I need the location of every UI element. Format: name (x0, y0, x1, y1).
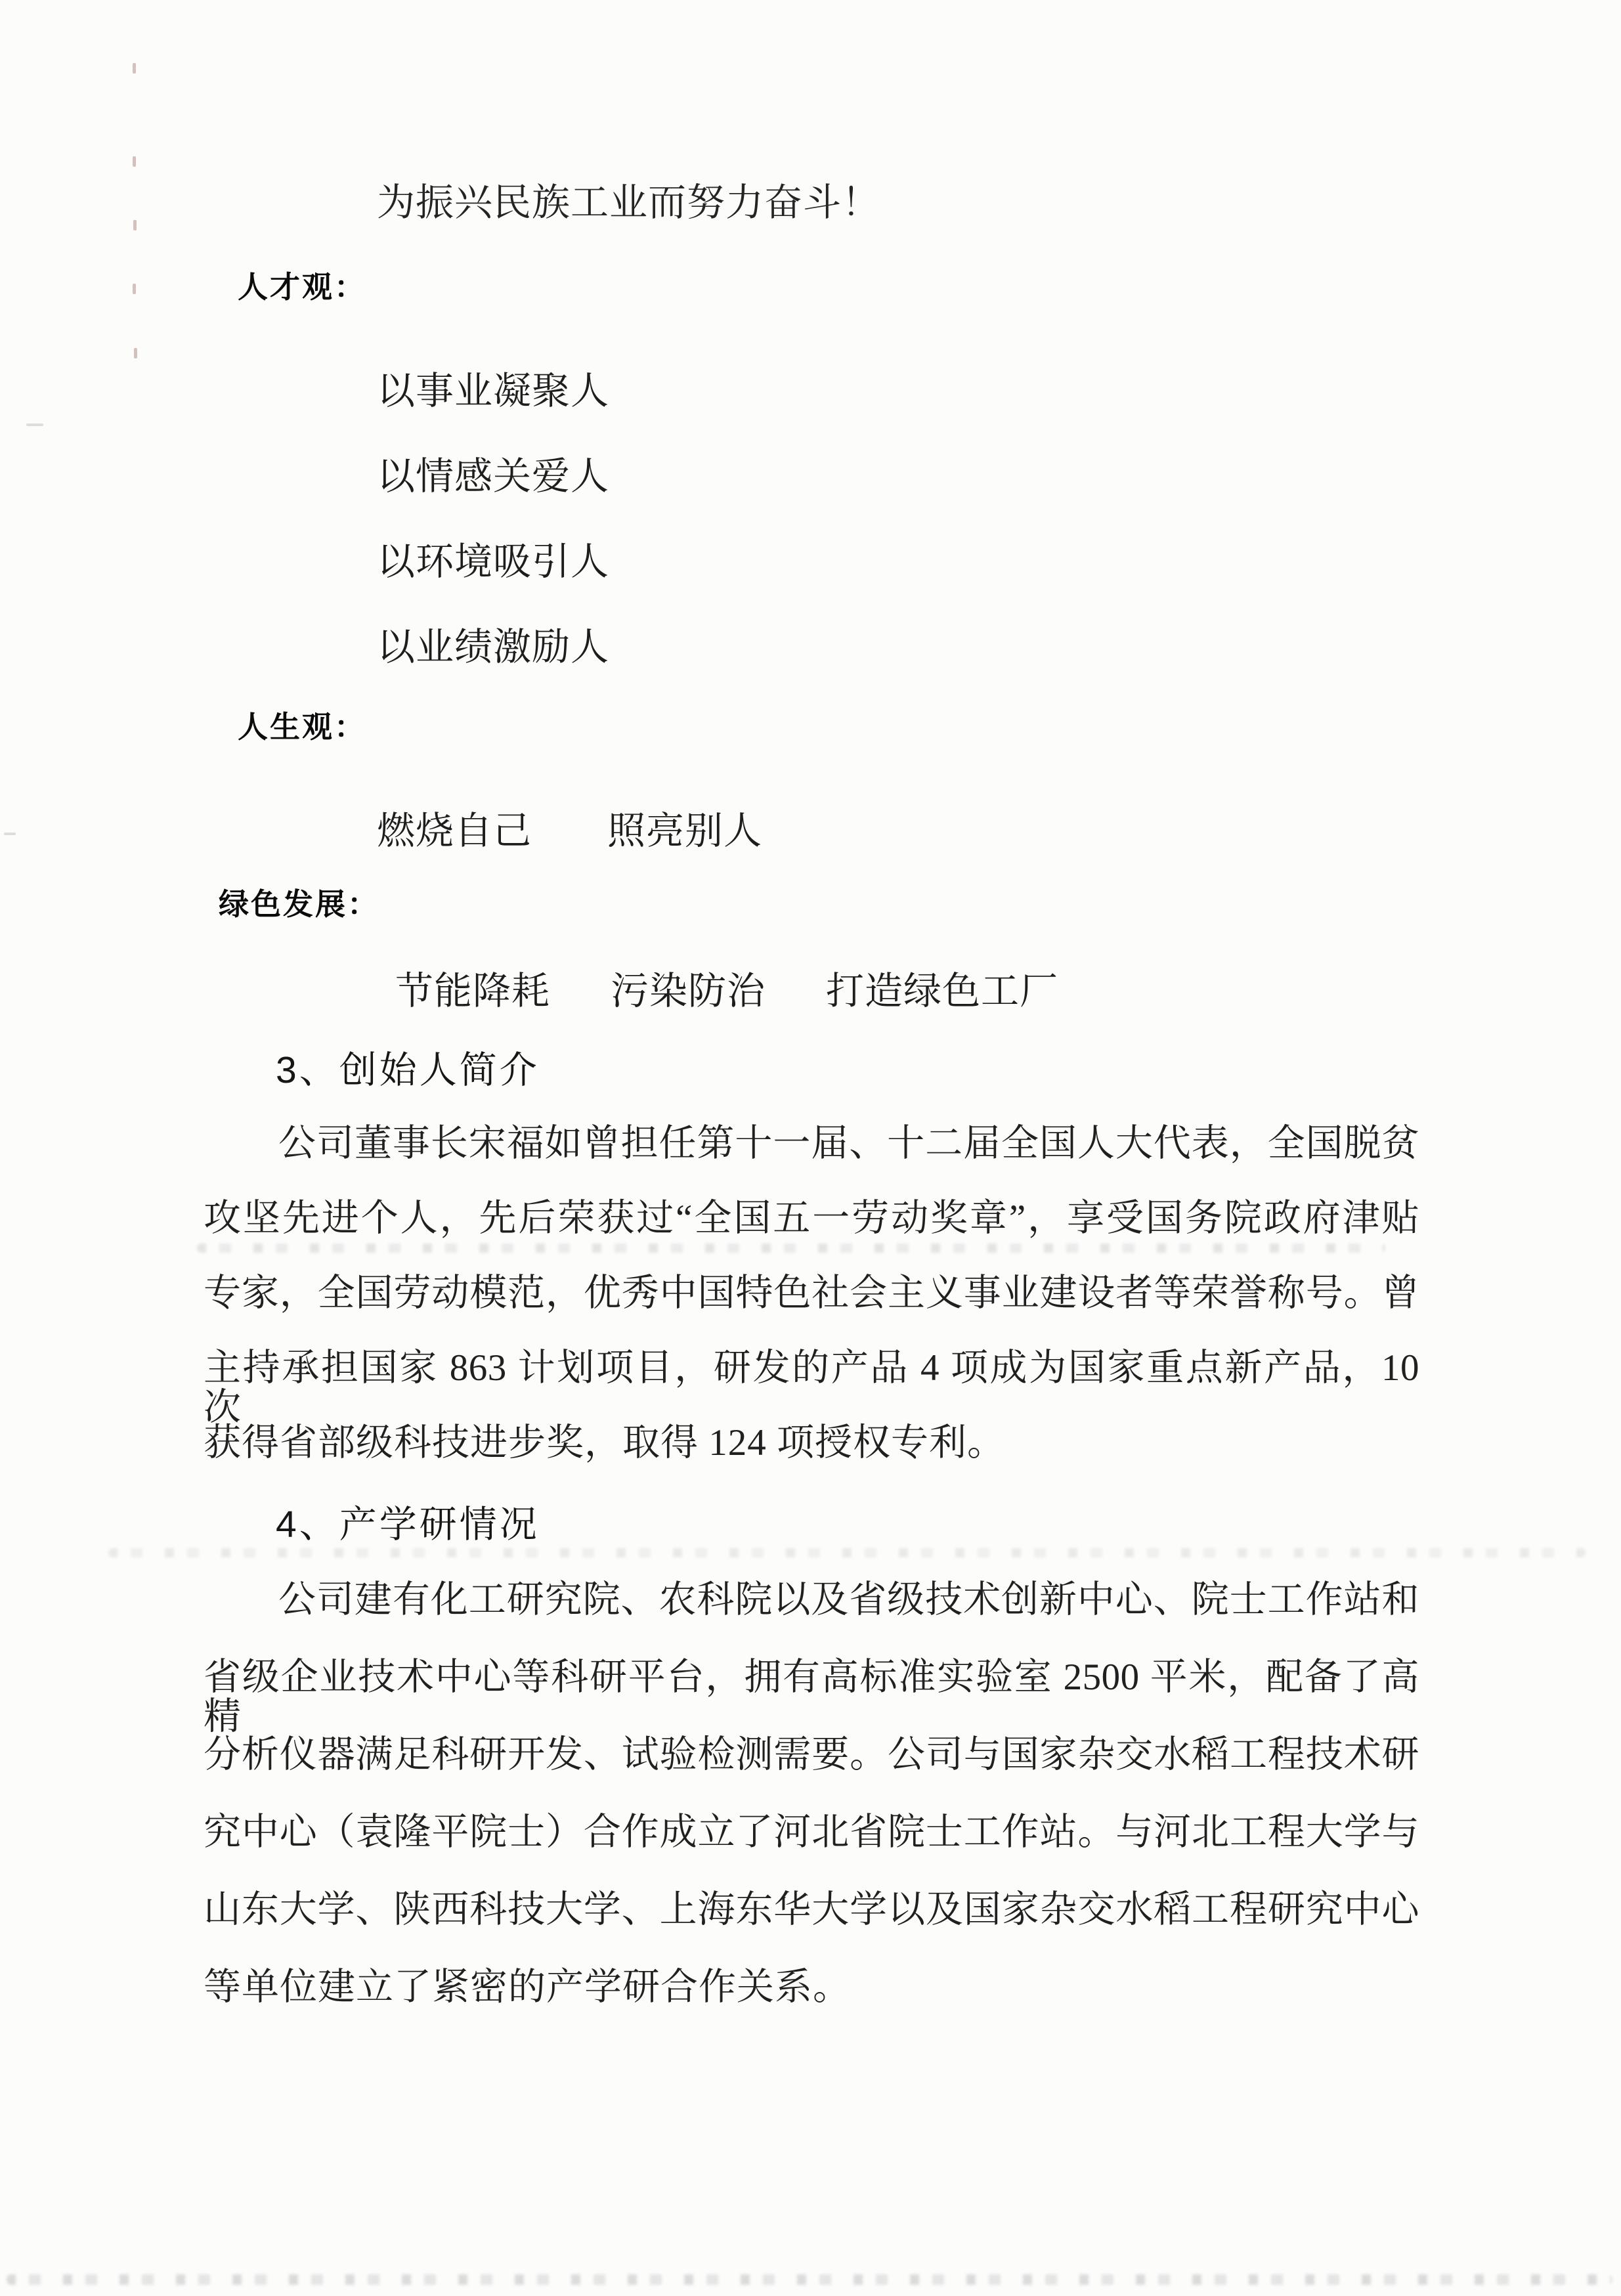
founder-paragraph-line: 攻坚先进个人，先后荣获过“全国五一劳动奖章”，享受国务院政府津贴 (204, 1198, 1419, 1239)
bleedthrough-artifact (197, 1244, 1385, 1253)
talent-item: 以情感关爱人 (377, 455, 610, 498)
talent-heading: 人才观： (238, 270, 366, 304)
life-phrases-row (377, 800, 762, 855)
research-paragraph-line: 等单位建立了紧密的产学研合作关系。 (204, 1966, 851, 2008)
scan-speck (4, 833, 16, 835)
research-paragraph-line: 公司建有化工研究院、农科院以及省级技术创新中心、院士工作站和 (278, 1579, 1419, 1620)
green-phrase: 打造绿色工厂 (826, 970, 1059, 1012)
scan-speck (133, 63, 136, 74)
scan-speck (133, 220, 137, 230)
talent-item: 以事业凝聚人 (377, 370, 610, 412)
founder-paragraph-line: 专家，全国劳动模范，优秀中国特色社会主义事业建设者等荣誉称号。曾 (204, 1272, 1419, 1314)
life-phrase: 燃烧自己 (377, 810, 532, 852)
bleedthrough-artifact (108, 1548, 1586, 1557)
research-paragraph-line: 山东大学、陕西科技大学、上海东华大学以及国家杂交水稻工程研究中心 (204, 1889, 1419, 1930)
scan-speck (134, 348, 137, 358)
green-phrases-row (395, 960, 1058, 1015)
green-heading: 绿色发展： (219, 887, 379, 921)
bleedthrough-artifact (7, 2274, 1612, 2285)
founder-paragraph-line: 获得省部级科技进步奖，取得 124 项授权专利。 (204, 1422, 1005, 1463)
research-paragraph-line: 省级企业技术中心等科研平台，拥有高标准实验室 2500 平米，配备了高精 (204, 1657, 1419, 1737)
scan-speck (133, 284, 136, 294)
founder-paragraph-line: 公司董事长宋福如曾担任第十一届、十二届全国人大代表，全国脱贫 (278, 1123, 1419, 1164)
life-phrase: 照亮别人 (607, 810, 763, 852)
research-paragraph-line: 究中心（袁隆平院士）合作成立了河北省院士工作站。与河北工程大学与 (204, 1811, 1419, 1853)
slogan-line: 为振兴民族工业而努力奋斗！ (377, 181, 881, 224)
research-section-title: 4、产学研情况 (276, 1504, 540, 1546)
research-paragraph-line: 分析仪器满足科研开发、试验检测需要。公司与国家杂交水稻工程技术研 (204, 1734, 1419, 1775)
founder-section-title: 3、创始人简介 (276, 1049, 540, 1091)
talent-item: 以业绩激励人 (377, 626, 610, 668)
green-phrase: 节能降耗 (395, 970, 551, 1012)
scan-speck (133, 156, 136, 167)
founder-paragraph-line: 主持承担国家 863 计划项目，研发的产品 4 项成为国家重点新产品，10 次 (204, 1347, 1419, 1428)
scan-speck (26, 423, 43, 426)
talent-item: 以环境吸引人 (377, 540, 610, 583)
life-heading: 人生观： (238, 710, 366, 744)
green-phrase: 污染防治 (611, 970, 766, 1012)
